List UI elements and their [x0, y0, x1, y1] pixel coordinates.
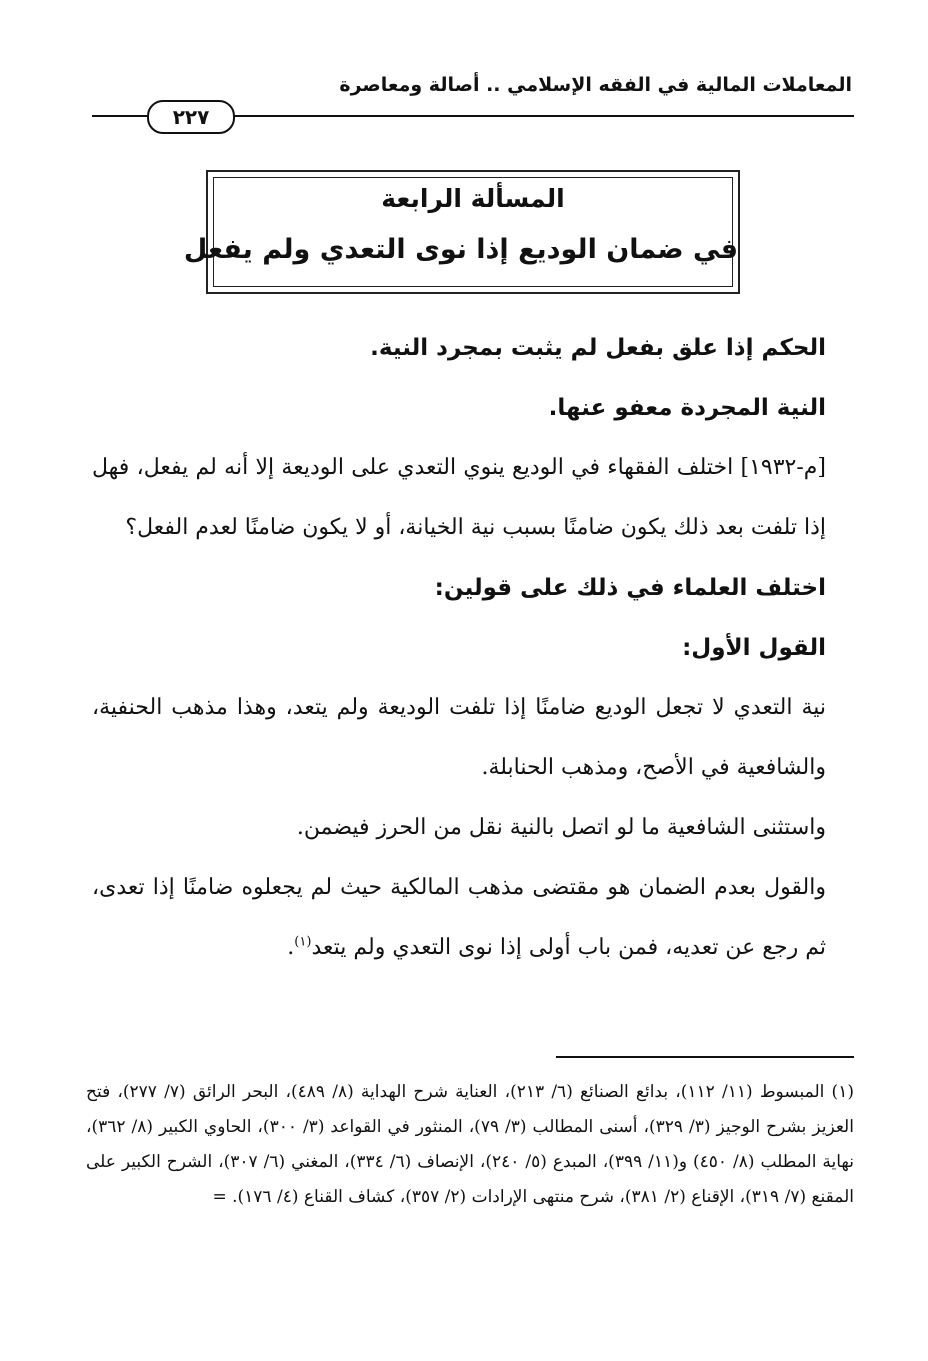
paragraph-maliki-view [92, 858, 826, 978]
body-text [92, 318, 826, 978]
page-number-badge: ٢٢٧ [147, 100, 235, 134]
rule-statement-1: الحكم إذا علق بفعل لم يثبت بمجرد النية. [370, 335, 826, 361]
paragraph-two-opinions: اختلف العلماء في ذلك على قولين: [434, 575, 826, 601]
heading-first-opinion: القول الأول: [682, 635, 826, 661]
running-title: المعاملات المالية في الفقه الإسلامي .. أصالة ومعاصرة [339, 74, 852, 96]
footnote-reference[interactable]: (١) [294, 934, 312, 950]
paragraph-shafii-exception: واستثنى الشافعية ما لو اتصل بالنية نقل من الحرز فيضمن. [296, 815, 826, 840]
footnote-1: (١) المبسوط (١١/ ١١٢)، بدائع الصنائع (٦/ ٢١٣)، العناية شرح الهداية (٨/ ٤٨٩)، البحر الرائق (٧/ ٢٧٧)، فتح العزيز بشرح الوجيز (٣/ ٣٢٩)، أسنى المطالب (٣/ ٧٩)، المنثور في القواعد (٣/ ٣٠٠)، الحاوي الكبير (٨/ ٣٦٢)، نهاية المطلب (٨/ ٤٥٠) و(١١/ ٣٩٩)، المبدع (٥/ ٢٤٠)، الإنصاف (٦/ ٣٣٤)، المغني (٦/ ٣٠٧)، الشرح الكبير على المقنع (٧/ ٣١٩)، الإقناع (٢/ ٣٨١)، شرح منتهى الإرادات (٢/ ٣٥٧)، كشاف القناع (٤/ ١٧٦). = [86, 1082, 854, 1207]
maliki-view-text: والقول بعدم الضمان هو مقتضى مذهب المالكية حيث لم يجعلوه ضامنًا إذا تعدى، ثم رجع عن تعديه، فمن باب أولى إذا نوى التعدي ولم يتعد [92, 875, 826, 960]
section-title-line1: المسألة الرابعة [381, 184, 565, 213]
section-title-frame [183, 170, 740, 294]
footnotes [86, 1075, 854, 1215]
footnote-rule [556, 1056, 854, 1058]
paragraph-issue: [م-١٩٣٢] اختلف الفقهاء في الوديع ينوي التعدي على الوديعة إلا أنه لم يفعل، فهل إذا تلفت بعد ذلك يكون ضامنًا بسبب نية الخيانة، أو لا يكون ضامنًا لعدم الفعل؟ [92, 455, 826, 540]
maliki-view-end: . [287, 935, 295, 960]
section-title-line2: في ضمان الوديع إذا نوى التعدي ولم يفعل [183, 234, 738, 265]
rule-statement-2: النية المجردة معفو عنها. [548, 395, 826, 421]
paragraph-first-opinion: نية التعدي لا تجعل الوديع ضامنًا إذا تلفت الوديعة ولم يتعد، وهذا مذهب الحنفية، والشافعية في الأصح، ومذهب الحنابلة. [92, 695, 826, 780]
